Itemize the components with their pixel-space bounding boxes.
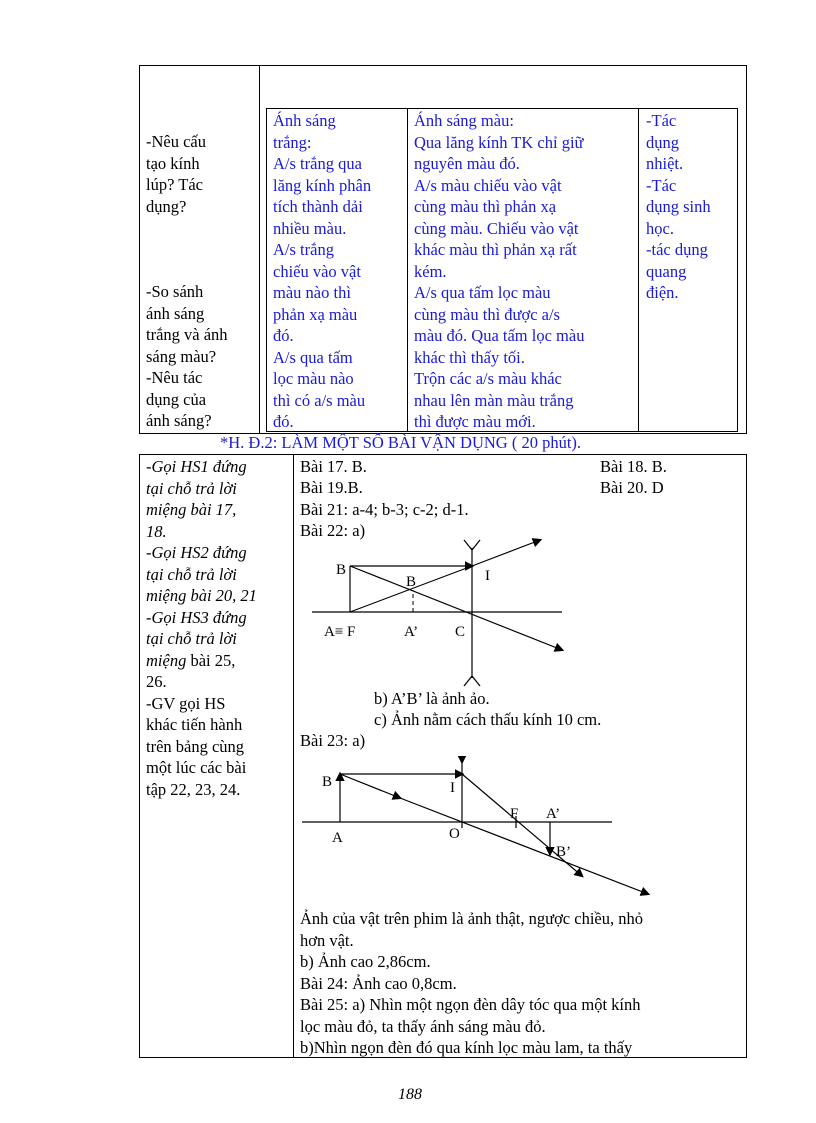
ray-refracted xyxy=(472,540,540,566)
answer-22c: c) Ảnh nằm cách thấu kính 10 cm. xyxy=(374,710,602,729)
answer-22b: b) A’B’ là ảnh ảo. xyxy=(374,689,490,708)
label-A2: A’ xyxy=(546,806,561,822)
label-O: O xyxy=(449,826,460,842)
label-B: B xyxy=(336,562,347,578)
label-C: C xyxy=(455,624,466,640)
label-F: F xyxy=(510,806,519,822)
lens-tip-bottom-left xyxy=(464,676,472,686)
colored-light-cell: Ánh sáng màu: Qua lăng kính TK chỉ giữ nguyên màu đó. A/s màu chiếu vào vật cùng màu thì phản xạ cùng màu. Chiếu vào vật khác màu thì phản xạ rất kém. A/s qua tấm lọc màu cùng màu thì được a/s màu đó. Qua tấm lọc màu khác thì thấy tối. Trộn các a/s màu khác nhau lên màn màu trắng thì được màu mới. xyxy=(414,111,585,431)
label-A: A≡ F xyxy=(324,624,356,640)
label-I: I xyxy=(485,568,490,584)
ray-refracted xyxy=(462,774,582,876)
ray-center xyxy=(340,774,400,798)
question-2: -So sánh ánh sáng trắng và ánh sáng màu? -Nêu tác dụng của ánh sáng? xyxy=(146,282,228,430)
label-B: B xyxy=(322,774,333,790)
question-1: -Nêu cấu tạo kính lúp? Tác dụng? xyxy=(146,132,207,216)
answer-22a: Bài 22: a) xyxy=(300,521,366,540)
ray-center-2 xyxy=(400,798,648,894)
label-A: A xyxy=(332,830,343,846)
answer-conclusion: Ảnh của vật trên phim là ảnh thật, ngược chiều, nhỏ hơn vật. b) Ảnh cao 2,86cm. Bài 24: Ảnh cao 0,8cm. Bài 25: a) Nhìn một ngọn đèn dây tóc qua một kính lọc màu đỏ, ta thấy ánh sáng màu đỏ. b)Nhìn ngọn đèn đó qua kính lọc màu lam, ta thấy xyxy=(300,909,643,1057)
label-I: I xyxy=(450,780,455,796)
answer-18: Bài 18. B. xyxy=(600,457,667,476)
lens-tip-top-right xyxy=(472,540,480,550)
lens-tip-bottom-right xyxy=(472,676,480,686)
answer-21: Bài 21: a-4; b-3; c-2; d-1. xyxy=(300,500,469,519)
lens-diagram-22 xyxy=(300,538,580,688)
white-light-cell: Ánh sáng trắng: A/s trắng qua lăng kính phân tích thành dải nhiều màu. A/s trắng chiếu vào vật màu nào thì phản xạ màu đó. A/s qua tấm lọc màu nào thì có a/s màu đó. xyxy=(273,111,372,431)
effects-cell: -Tác dụng nhiệt. -Tác dụng sinh học. -tác dụng quang điện. xyxy=(646,111,711,302)
page-number: 188 xyxy=(398,1086,422,1103)
review-table-divider xyxy=(259,65,260,434)
answer-19: Bài 19.B. xyxy=(300,478,363,497)
label-B2: B’ xyxy=(556,844,571,860)
label-A2: A’ xyxy=(404,624,419,640)
answer-20: Bài 20. D xyxy=(600,478,664,497)
inner-divider-1 xyxy=(407,108,408,432)
exercise-table-divider xyxy=(293,454,294,1058)
lens-diagram-23 xyxy=(300,756,660,906)
teacher-activity: -Gọi HS1 đứng tại chỗ trả lời miệng bài 17, 18. -Gọi HS2 đứng tại chỗ trả lời miệng bài 20, 21 -Gọi HS3 đứng tại chỗ trả lời miệng bài 25, 26. -GV gọi HS khác tiến hành trên bảng cùng một lúc các bài tập 22, 23, 24. xyxy=(146,457,257,799)
section-title: *H. Đ.2: LÀM MỘT SỐ BÀI VẬN DỤNG ( 20 phút). xyxy=(220,433,582,452)
answer-23a: Bài 23: a) xyxy=(300,731,366,750)
answer-17: Bài 17. B. xyxy=(300,457,367,476)
label-B2: B xyxy=(406,574,417,590)
lens-tip-top-left xyxy=(464,540,472,550)
inner-divider-2 xyxy=(638,108,639,432)
